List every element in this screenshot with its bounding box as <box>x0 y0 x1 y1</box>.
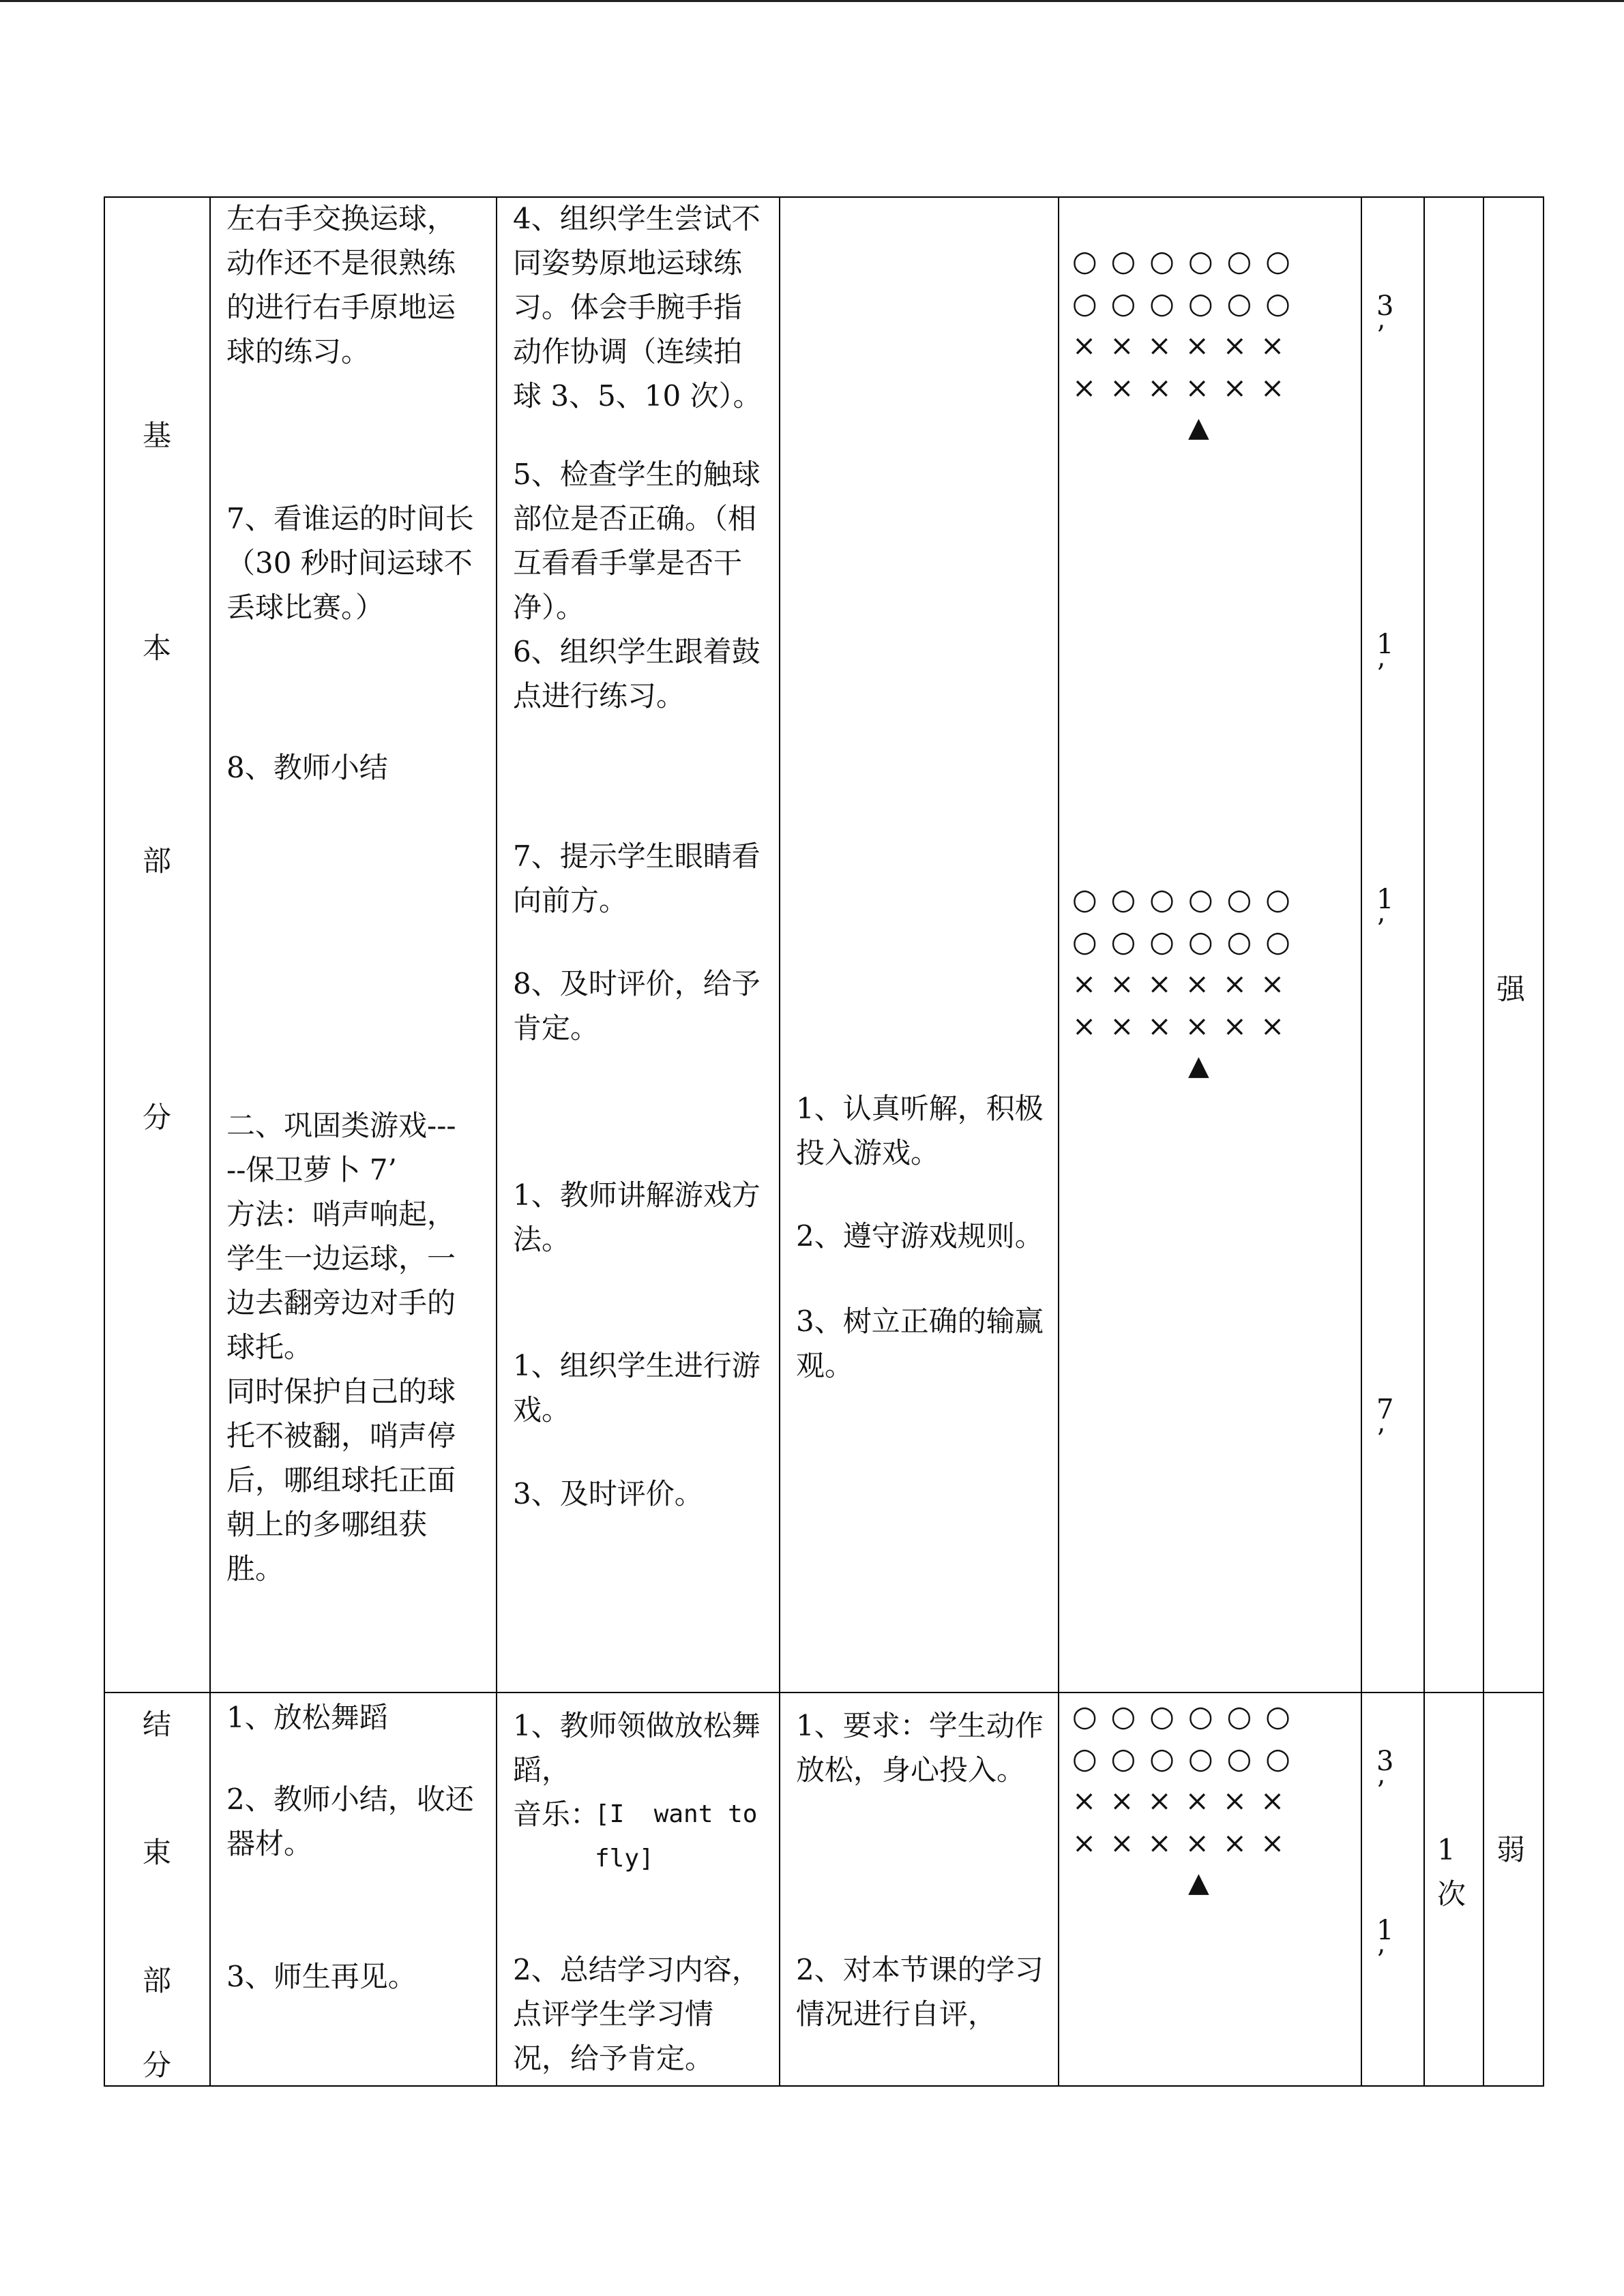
top-border <box>0 0 1624 2</box>
section-label-char: 束 <box>142 1836 171 1869</box>
formation-cross-row: ×××××× <box>1072 1784 1299 1817</box>
time-value: 1 <box>1376 884 1394 915</box>
content-text: 1、放松舞蹈 <box>226 1701 388 1734</box>
content-text: 7、看谁运的时间长 （30 秒时间运球不 丢球比赛。） <box>226 502 474 624</box>
section-label-char: 本 <box>142 631 171 665</box>
time-unit: ’ <box>1376 1945 1385 1976</box>
teacher-position-icon: ▲ <box>1188 1050 1209 1082</box>
section-divider <box>104 1692 1544 1693</box>
student-text: 1、要求：学生动作 放松，身心投入。 <box>796 1709 1044 1787</box>
formation-cross-row: ×××××× <box>1072 329 1299 362</box>
time-unit: ’ <box>1376 320 1385 352</box>
content-text: 2、教师小结，收还 器材。 <box>226 1783 474 1860</box>
col-line <box>1543 196 1544 2087</box>
count-value: 1 次 <box>1437 1833 1466 1911</box>
col-line <box>779 196 780 2087</box>
content-text: 8、教师小结 <box>226 751 388 784</box>
formation-circle-row: ○○○○○○ <box>1072 286 1304 320</box>
time-value: 1 <box>1376 629 1394 660</box>
formation-cross-row: ×××××× <box>1072 1826 1299 1860</box>
time-unit: ’ <box>1376 914 1385 945</box>
music-label: 音乐： <box>513 1798 600 1831</box>
intensity-value: 弱 <box>1496 1833 1526 1866</box>
formation-circle-row: ○○○○○○ <box>1072 244 1304 278</box>
time-unit: ’ <box>1376 1424 1385 1455</box>
formation-cross-row: ×××××× <box>1072 371 1299 404</box>
content-text: 二、巩固类游戏--- --保卫萝卜 7’ 方法：哨声响起， 学生一边运球，一 边去翻旁边对手的 球托。 同时保护自己的球 托不被翻，哨声停 后，哪组球托正面 朝上的多哪组获 胜。 <box>226 1109 456 1585</box>
content-text: 左右手交换运球， 动作还不是很熟练 的进行右手原地运 球的练习。 <box>226 202 456 368</box>
section-label-char: 部 <box>142 844 171 878</box>
time-value: 7 <box>1376 1394 1394 1425</box>
section-label-char: 分 <box>142 2048 171 2082</box>
formation-circle-row: ○○○○○○ <box>1072 925 1304 958</box>
col-line <box>1423 196 1425 2087</box>
teacher-text: 7、提示学生眼睛看 向前方。 <box>513 839 761 917</box>
time-unit: ’ <box>1376 659 1385 690</box>
teacher-text: 1、组织学生进行游 戏。 <box>513 1349 761 1427</box>
col-line <box>104 196 105 2087</box>
section-label-char: 分 <box>142 1101 171 1134</box>
formation-circle-row: ○○○○○○ <box>1072 1699 1304 1733</box>
teacher-position-icon: ▲ <box>1188 412 1209 443</box>
teacher-text: 1、教师领做放松舞 蹈， <box>513 1709 761 1787</box>
teacher-text: 3、及时评价。 <box>513 1477 703 1510</box>
formation-cross-row: ×××××× <box>1072 967 1299 1000</box>
lesson-plan-table <box>104 196 1544 2087</box>
student-text: 2、对本节课的学习 情况进行自评， <box>796 1953 1044 2031</box>
col-line <box>1483 196 1484 2087</box>
time-unit: ’ <box>1376 1776 1385 1807</box>
student-text: 2、遵守游戏规则。 <box>796 1219 1044 1253</box>
teacher-text: 8、及时评价，给予 肯定。 <box>513 967 761 1045</box>
teacher-text: 5、检查学生的触球 部位是否正确。（相 互看看手掌是否干 净）。 6、组织学生跟着鼓 点进行练习。 <box>513 458 761 713</box>
col-line <box>209 196 211 2087</box>
music-title: [I want to fly] <box>595 1800 758 1873</box>
time-value: 3 <box>1376 1746 1394 1777</box>
section-label-char: 基 <box>142 419 171 452</box>
formation-cross-row: ×××××× <box>1072 1009 1299 1043</box>
content-text: 3、师生再见。 <box>226 1960 417 1993</box>
intensity-value: 强 <box>1496 972 1526 1006</box>
teacher-text: 1、教师讲解游戏方 法。 <box>513 1178 761 1256</box>
student-text: 1、认真听解，积极 投入游戏。 <box>796 1092 1044 1169</box>
formation-circle-row: ○○○○○○ <box>1072 1742 1304 1775</box>
time-value: 3 <box>1376 290 1394 322</box>
teacher-text: 2、总结学习内容， 点评学生学习情 况，给予肯定。 <box>513 1953 761 2075</box>
col-line <box>1058 196 1059 2087</box>
student-text: 3、树立正确的输赢 观。 <box>796 1304 1044 1382</box>
section-label-char: 结 <box>142 1708 171 1741</box>
teacher-position-icon: ▲ <box>1188 1867 1209 1898</box>
teacher-text: 4、组织学生尝试不 同姿势原地运球练 习。体会手腕手指 动作协调（连续拍 球 3、5、10 次）。 <box>513 202 762 413</box>
table-border-bottom <box>104 2085 1544 2087</box>
section-label-char: 部 <box>142 1964 171 1997</box>
formation-circle-row: ○○○○○○ <box>1072 882 1304 916</box>
col-line <box>1361 196 1362 2087</box>
col-line <box>496 196 497 2087</box>
time-value: 1 <box>1376 1915 1394 1946</box>
